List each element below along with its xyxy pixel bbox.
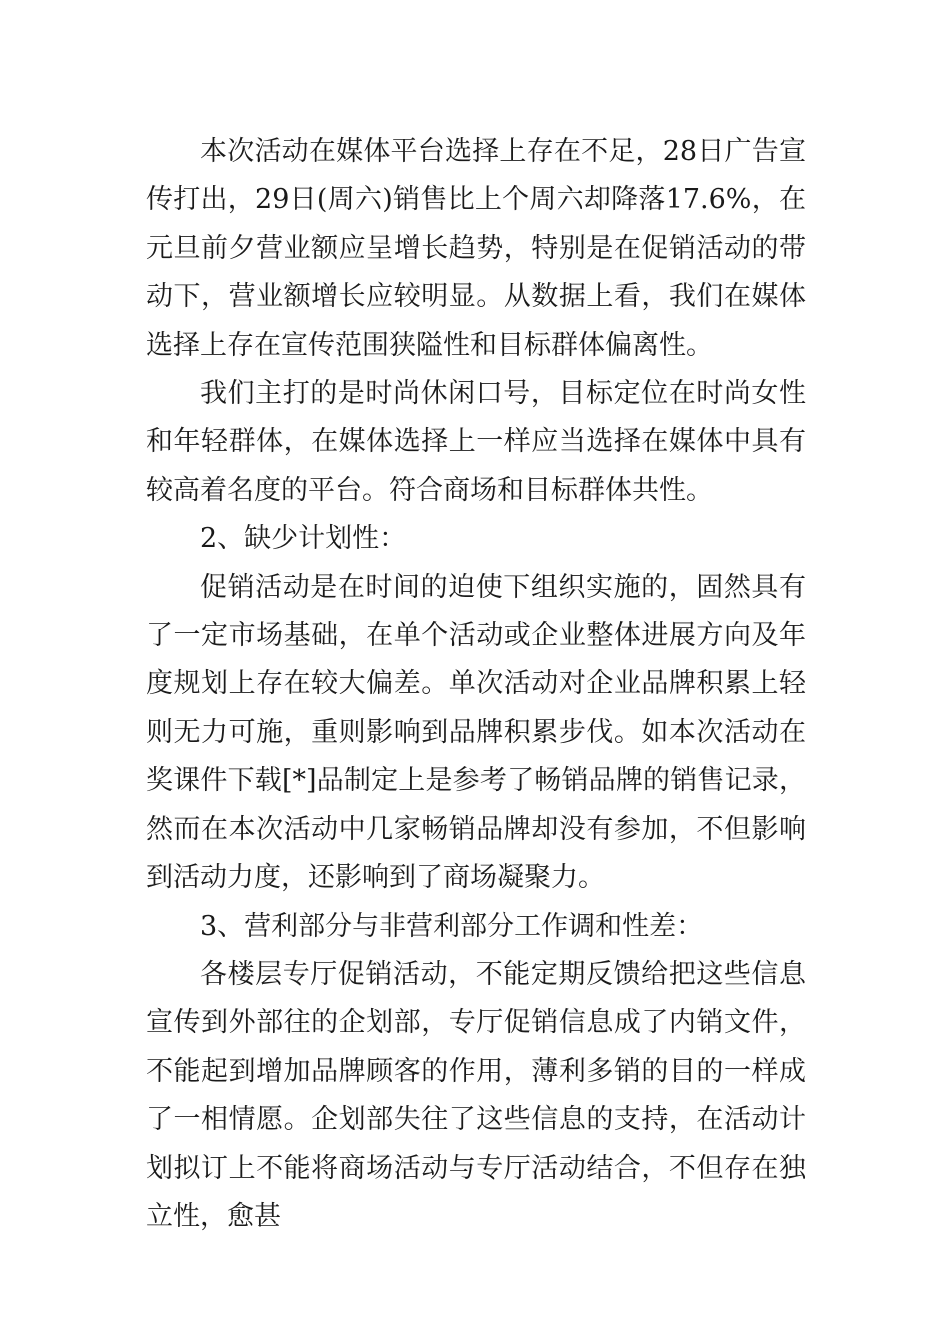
paragraph-target-positioning: 我们主打的是时尚休闲口号，目标定位在时尚女性和年轻群体，在媒体选择上一样应当选择在媒体中具有较高着名度的平台。符合商场和目标群体共性。 — [146, 378, 806, 506]
paragraph-planning-details: 促销活动是在时间的迫使下组织实施的，固然具有了一定市场基础，在单个活动或企业整体进展方向及年度规划上存在较大偏差。单次活动对企业品牌积累上轻则无力可施，重则影响到品牌积累步伐。如本次活动在奖课件下载[*]品制定上是参考了畅销品牌的销售记录，然而在本次活动中几家畅销品牌却没有参加，不但影响到活动力度，还影响到了商场凝聚力。 — [146, 571, 806, 894]
document-body — [146, 128, 806, 1241]
paragraph-media-platform: 本次活动在媒体平台选择上存在不足，28日广告宣传打出，29日(周六)销售比上个周六却降落17.6%，在元旦前夕营业额应呈增长趋势，特别是在促销活动的带动下，营业额增长应较明显。从数据上看，我们在媒体选择上存在宣传范围狭隘性和目标群体偏离性。 — [146, 136, 806, 361]
section-heading-coordination: 3、营利部分与非营利部分工作调和性差： — [200, 910, 704, 942]
section-heading-lack-of-planning: 2、缺少计划性： — [200, 523, 407, 555]
paragraph-coordination-details: 各楼层专厅促销活动，不能定期反馈给把这些信息宣传到外部往的企划部，专厅促销信息成了内销文件，不能起到增加品牌顾客的作用，薄利多销的目的一样成了一相情愿。企划部失往了这些信息的支持，在活动计划拟订上不能将商场活动与专厅活动结合，不但存在独立性，愈甚 — [146, 958, 806, 1232]
